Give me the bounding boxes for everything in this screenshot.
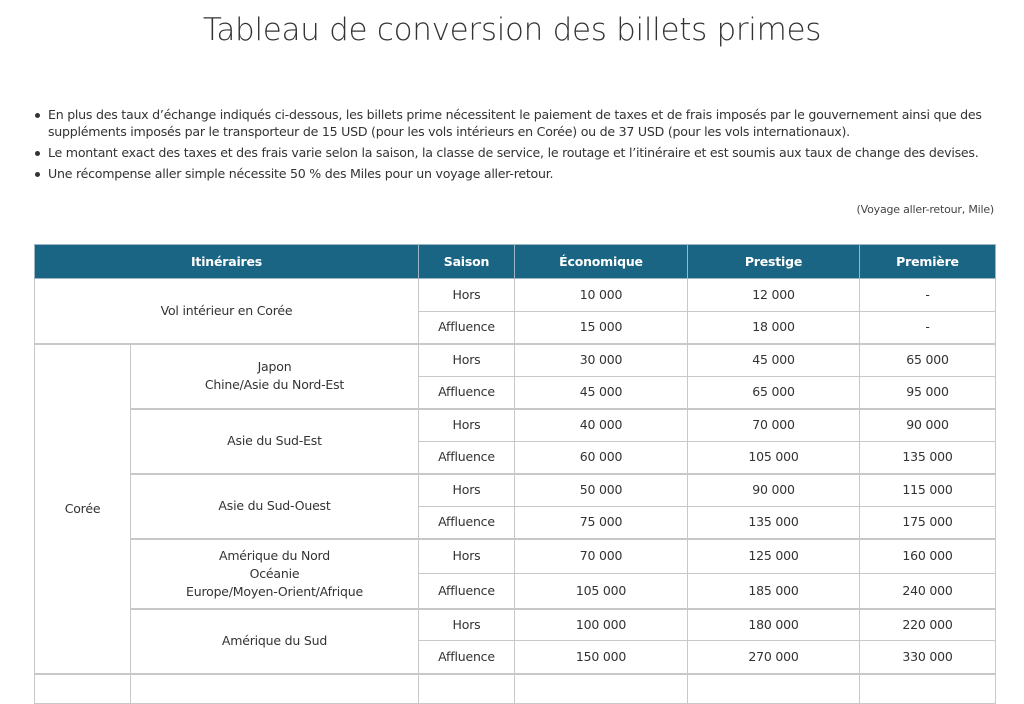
economique-cell: 150 000 — [515, 641, 688, 674]
economique-cell: 100 000 — [515, 609, 688, 641]
prestige-cell: 135 000 — [688, 507, 860, 539]
season-cell: Hors — [419, 539, 515, 574]
season-cell: Hors — [419, 409, 515, 442]
route-cell — [131, 609, 419, 674]
season-cell: Affluence — [419, 507, 515, 539]
empty-cell — [419, 674, 515, 704]
table-row — [35, 409, 996, 442]
season-cell: Hors — [419, 474, 515, 507]
prestige-cell: 18 000 — [688, 312, 860, 344]
prestige-cell: 70 000 — [688, 409, 860, 442]
award-conversion-table — [34, 244, 996, 704]
route-name: Asie du Sud-Est — [227, 433, 322, 448]
page-title: Tableau de conversion des billets primes — [202, 12, 822, 48]
premiere-cell: 95 000 — [860, 377, 996, 409]
route-name: Chine/Asie du Nord-Est — [204, 377, 345, 392]
season-cell: Hors — [419, 279, 515, 312]
note-item: En plus des taux d’échange indiqués ci-dessous, les billets prime nécessitent le paiement de taxes et de frais imposés par le gouvernement ainsi que des suppléments imposés par le transporteur de 15 USD (pour les vols intérieurs en Corée) ou de 37 USD (pour les vols internationaux). — [48, 106, 998, 140]
premiere-cell: - — [860, 312, 996, 344]
economique-cell: 70 000 — [515, 539, 688, 574]
route-cell — [131, 539, 419, 609]
note-item: Le montant exact des taxes et des frais varie selon la saison, la classe de service, le routage et l’itinéraire et est soumis aux taux de change des devises. — [48, 144, 998, 161]
table-row — [35, 474, 996, 507]
prestige-cell: 125 000 — [688, 539, 860, 574]
header-economique: Économique — [515, 245, 688, 279]
header-prestige: Prestige — [688, 245, 860, 279]
prestige-cell: 185 000 — [688, 574, 860, 609]
economique-cell: 15 000 — [515, 312, 688, 344]
empty-cell — [131, 674, 419, 704]
economique-cell: 30 000 — [515, 344, 688, 377]
prestige-cell: 65 000 — [688, 377, 860, 409]
origin-cell: Corée — [35, 344, 131, 674]
premiere-cell: 90 000 — [860, 409, 996, 442]
season-cell: Affluence — [419, 574, 515, 609]
season-cell: Affluence — [419, 377, 515, 409]
premiere-cell: 330 000 — [860, 641, 996, 674]
season-cell: Affluence — [419, 312, 515, 344]
prestige-cell: 270 000 — [688, 641, 860, 674]
table-header-row — [35, 245, 996, 279]
prestige-cell: 180 000 — [688, 609, 860, 641]
route-name: Océanie — [249, 565, 300, 581]
route-name: Europe/Moyen-Orient/Afrique — [186, 583, 363, 599]
header-premiere: Première — [860, 245, 996, 279]
empty-cell — [688, 674, 860, 704]
season-cell: Hors — [419, 344, 515, 377]
route-cell — [131, 344, 419, 409]
prestige-cell: 45 000 — [688, 344, 860, 377]
empty-cell — [35, 674, 131, 704]
route-name: Amérique du Nord — [218, 547, 331, 563]
economique-cell: 10 000 — [515, 279, 688, 312]
premiere-cell: 175 000 — [860, 507, 996, 539]
table-row — [35, 609, 996, 641]
economique-cell: 50 000 — [515, 474, 688, 507]
route-cell — [131, 474, 419, 539]
header-saison: Saison — [419, 245, 515, 279]
route-name: Vol intérieur en Corée — [160, 302, 293, 318]
route-name: Japon — [257, 359, 292, 374]
header-itineraires: Itinéraires — [35, 245, 419, 279]
premiere-cell: 135 000 — [860, 442, 996, 474]
premiere-cell: - — [860, 279, 996, 312]
economique-cell: 60 000 — [515, 442, 688, 474]
empty-cell — [860, 674, 996, 704]
table-body — [35, 279, 996, 704]
table-row-partial — [35, 674, 996, 704]
economique-cell: 105 000 — [515, 574, 688, 609]
route-name: Asie du Sud-Ouest — [218, 498, 331, 513]
route-cell — [35, 279, 419, 344]
route-cell — [131, 409, 419, 474]
empty-cell — [515, 674, 688, 704]
premiere-cell: 160 000 — [860, 539, 996, 574]
table-row — [35, 279, 996, 312]
economique-cell: 45 000 — [515, 377, 688, 409]
season-cell: Hors — [419, 609, 515, 641]
economique-cell: 40 000 — [515, 409, 688, 442]
notes-list — [34, 106, 998, 186]
note-item: Une récompense aller simple nécessite 50 % des Miles pour un voyage aller-retour. — [48, 165, 998, 182]
premiere-cell: 65 000 — [860, 344, 996, 377]
season-cell: Affluence — [419, 641, 515, 674]
prestige-cell: 90 000 — [688, 474, 860, 507]
economique-cell: 75 000 — [515, 507, 688, 539]
table-row — [35, 344, 996, 377]
unit-note: (Voyage aller-retour, Mile) — [856, 203, 994, 216]
prestige-cell: 12 000 — [688, 279, 860, 312]
route-name: Amérique du Sud — [221, 633, 328, 648]
prestige-cell: 105 000 — [688, 442, 860, 474]
season-cell: Affluence — [419, 442, 515, 474]
premiere-cell: 115 000 — [860, 474, 996, 507]
premiere-cell: 220 000 — [860, 609, 996, 641]
premiere-cell: 240 000 — [860, 574, 996, 609]
table-row — [35, 539, 996, 574]
